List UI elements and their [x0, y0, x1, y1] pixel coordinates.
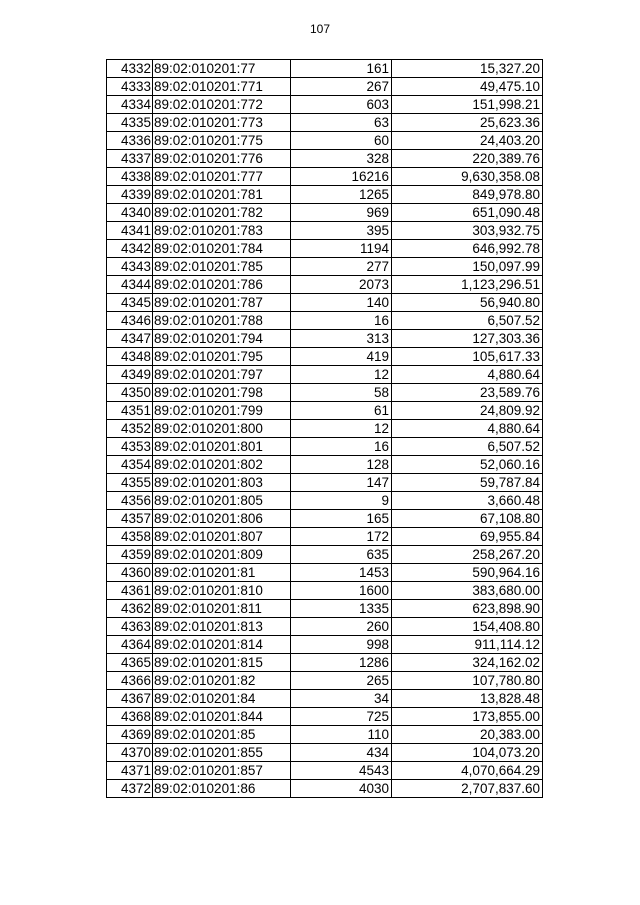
area-cell: 165 — [291, 510, 392, 528]
table-row — [107, 294, 543, 312]
table-row — [107, 366, 543, 384]
value-cell: 220,389.76 — [392, 150, 543, 168]
row-number-cell: 4366 — [107, 672, 153, 690]
area-cell: 12 — [291, 366, 392, 384]
row-number-cell: 4354 — [107, 456, 153, 474]
row-number-cell: 4339 — [107, 186, 153, 204]
table-row — [107, 438, 543, 456]
value-cell: 13,828.48 — [392, 690, 543, 708]
table-row — [107, 456, 543, 474]
row-number-cell: 4359 — [107, 546, 153, 564]
value-cell: 154,408.80 — [392, 618, 543, 636]
row-number-cell: 4353 — [107, 438, 153, 456]
row-number-cell: 4337 — [107, 150, 153, 168]
row-number-cell: 4335 — [107, 114, 153, 132]
row-number-cell: 4360 — [107, 564, 153, 582]
area-cell: 998 — [291, 636, 392, 654]
area-cell: 603 — [291, 96, 392, 114]
value-cell: 383,680.00 — [392, 582, 543, 600]
row-number-cell: 4352 — [107, 420, 153, 438]
value-cell: 4,070,664.29 — [392, 762, 543, 780]
table-row — [107, 528, 543, 546]
value-cell: 173,855.00 — [392, 708, 543, 726]
cadastral-number-cell: 89:02:010201:813 — [153, 618, 291, 636]
value-cell: 24,403.20 — [392, 132, 543, 150]
page-number: 107 — [309, 22, 331, 36]
area-cell: 969 — [291, 204, 392, 222]
row-number-cell: 4338 — [107, 168, 153, 186]
row-number-cell: 4336 — [107, 132, 153, 150]
cadastral-number-cell: 89:02:010201:776 — [153, 150, 291, 168]
area-cell: 434 — [291, 744, 392, 762]
table-row — [107, 240, 543, 258]
cadastral-number-cell: 89:02:010201:772 — [153, 96, 291, 114]
value-cell: 67,108.80 — [392, 510, 543, 528]
row-number-cell: 4357 — [107, 510, 153, 528]
table-row — [107, 204, 543, 222]
cadastral-number-cell: 89:02:010201:857 — [153, 762, 291, 780]
cadastral-number-cell: 89:02:010201:800 — [153, 420, 291, 438]
value-cell: 3,660.48 — [392, 492, 543, 510]
row-number-cell: 4333 — [107, 78, 153, 96]
row-number-cell: 4370 — [107, 744, 153, 762]
value-cell: 151,998.21 — [392, 96, 543, 114]
area-cell: 1600 — [291, 582, 392, 600]
area-cell: 34 — [291, 690, 392, 708]
row-number-cell: 4364 — [107, 636, 153, 654]
cadastral-number-cell: 89:02:010201:802 — [153, 456, 291, 474]
value-cell: 651,090.48 — [392, 204, 543, 222]
table-row — [107, 600, 543, 618]
value-cell: 56,940.80 — [392, 294, 543, 312]
row-number-cell: 4363 — [107, 618, 153, 636]
value-cell: 258,267.20 — [392, 546, 543, 564]
row-number-cell: 4332 — [107, 60, 153, 78]
value-cell: 25,623.36 — [392, 114, 543, 132]
cadastral-number-cell: 89:02:010201:814 — [153, 636, 291, 654]
cadastral-number-cell: 89:02:010201:773 — [153, 114, 291, 132]
table-row — [107, 492, 543, 510]
value-cell: 9,630,358.08 — [392, 168, 543, 186]
row-number-cell: 4342 — [107, 240, 153, 258]
area-cell: 63 — [291, 114, 392, 132]
row-number-cell: 4346 — [107, 312, 153, 330]
table-row — [107, 168, 543, 186]
table-row — [107, 150, 543, 168]
cadastral-number-cell: 89:02:010201:798 — [153, 384, 291, 402]
area-cell: 16216 — [291, 168, 392, 186]
area-cell: 267 — [291, 78, 392, 96]
cadastral-number-cell: 89:02:010201:781 — [153, 186, 291, 204]
area-cell: 172 — [291, 528, 392, 546]
cadastral-number-cell: 89:02:010201:801 — [153, 438, 291, 456]
value-cell: 104,073.20 — [392, 744, 543, 762]
table-row — [107, 726, 543, 744]
table-row — [107, 618, 543, 636]
table-row — [107, 636, 543, 654]
area-cell: 419 — [291, 348, 392, 366]
table-row — [107, 420, 543, 438]
cadastral-number-cell: 89:02:010201:775 — [153, 132, 291, 150]
row-number-cell: 4340 — [107, 204, 153, 222]
cadastral-number-cell: 89:02:010201:786 — [153, 276, 291, 294]
row-number-cell: 4356 — [107, 492, 153, 510]
cadastral-number-cell: 89:02:010201:805 — [153, 492, 291, 510]
row-number-cell: 4350 — [107, 384, 153, 402]
row-number-cell: 4344 — [107, 276, 153, 294]
area-cell: 1265 — [291, 186, 392, 204]
cadastral-number-cell: 89:02:010201:84 — [153, 690, 291, 708]
cadastral-number-cell: 89:02:010201:784 — [153, 240, 291, 258]
cadastral-number-cell: 89:02:010201:777 — [153, 168, 291, 186]
value-cell: 4,880.64 — [392, 366, 543, 384]
table-row — [107, 690, 543, 708]
value-cell: 623,898.90 — [392, 600, 543, 618]
cadastral-number-cell: 89:02:010201:809 — [153, 546, 291, 564]
value-cell: 6,507.52 — [392, 438, 543, 456]
cadastral-number-cell: 89:02:010201:806 — [153, 510, 291, 528]
table-row — [107, 510, 543, 528]
row-number-cell: 4365 — [107, 654, 153, 672]
value-cell: 150,097.99 — [392, 258, 543, 276]
area-cell: 725 — [291, 708, 392, 726]
value-cell: 324,162.02 — [392, 654, 543, 672]
area-cell: 12 — [291, 420, 392, 438]
cadastral-number-cell: 89:02:010201:82 — [153, 672, 291, 690]
table-row — [107, 330, 543, 348]
row-number-cell: 4368 — [107, 708, 153, 726]
table-row — [107, 762, 543, 780]
area-cell: 140 — [291, 294, 392, 312]
value-cell: 1,123,296.51 — [392, 276, 543, 294]
value-cell: 2,707,837.60 — [392, 780, 543, 798]
value-cell: 20,383.00 — [392, 726, 543, 744]
row-number-cell: 4345 — [107, 294, 153, 312]
row-number-cell: 4341 — [107, 222, 153, 240]
area-cell: 1194 — [291, 240, 392, 258]
row-number-cell: 4334 — [107, 96, 153, 114]
table-row — [107, 654, 543, 672]
cadastral-number-cell: 89:02:010201:783 — [153, 222, 291, 240]
area-cell: 2073 — [291, 276, 392, 294]
area-cell: 58 — [291, 384, 392, 402]
value-cell: 4,880.64 — [392, 420, 543, 438]
table-row — [107, 132, 543, 150]
area-cell: 265 — [291, 672, 392, 690]
cadastral-number-cell: 89:02:010201:844 — [153, 708, 291, 726]
cadastral-number-cell: 89:02:010201:810 — [153, 582, 291, 600]
area-cell: 395 — [291, 222, 392, 240]
area-cell: 110 — [291, 726, 392, 744]
row-number-cell: 4347 — [107, 330, 153, 348]
area-cell: 313 — [291, 330, 392, 348]
row-number-cell: 4371 — [107, 762, 153, 780]
value-cell: 23,589.76 — [392, 384, 543, 402]
table-row — [107, 564, 543, 582]
table-row — [107, 546, 543, 564]
cadastral-number-cell: 89:02:010201:815 — [153, 654, 291, 672]
row-number-cell: 4367 — [107, 690, 153, 708]
table-row — [107, 672, 543, 690]
value-cell: 105,617.33 — [392, 348, 543, 366]
value-cell: 52,060.16 — [392, 456, 543, 474]
cadastral-number-cell: 89:02:010201:782 — [153, 204, 291, 222]
value-cell: 590,964.16 — [392, 564, 543, 582]
table-row — [107, 312, 543, 330]
cadastral-number-cell: 89:02:010201:86 — [153, 780, 291, 798]
cadastral-number-cell: 89:02:010201:785 — [153, 258, 291, 276]
area-cell: 1453 — [291, 564, 392, 582]
area-cell: 635 — [291, 546, 392, 564]
cadastral-number-cell: 89:02:010201:771 — [153, 78, 291, 96]
row-number-cell: 4361 — [107, 582, 153, 600]
value-cell: 6,507.52 — [392, 312, 543, 330]
value-cell: 49,475.10 — [392, 78, 543, 96]
value-cell: 127,303.36 — [392, 330, 543, 348]
value-cell: 849,978.80 — [392, 186, 543, 204]
table-row — [107, 582, 543, 600]
area-cell: 4543 — [291, 762, 392, 780]
table-row — [107, 708, 543, 726]
cadastral-number-cell: 89:02:010201:799 — [153, 402, 291, 420]
cadastral-number-cell: 89:02:010201:81 — [153, 564, 291, 582]
row-number-cell: 4348 — [107, 348, 153, 366]
cadastral-number-cell: 89:02:010201:788 — [153, 312, 291, 330]
row-number-cell: 4349 — [107, 366, 153, 384]
area-cell: 260 — [291, 618, 392, 636]
table-row — [107, 114, 543, 132]
cadastral-number-cell: 89:02:010201:795 — [153, 348, 291, 366]
value-cell: 911,114.12 — [392, 636, 543, 654]
table-row — [107, 258, 543, 276]
value-cell: 24,809.92 — [392, 402, 543, 420]
value-cell: 69,955.84 — [392, 528, 543, 546]
value-cell: 59,787.84 — [392, 474, 543, 492]
cadastral-number-cell: 89:02:010201:807 — [153, 528, 291, 546]
area-cell: 328 — [291, 150, 392, 168]
cadastral-number-cell: 89:02:010201:794 — [153, 330, 291, 348]
table-row — [107, 186, 543, 204]
row-number-cell: 4351 — [107, 402, 153, 420]
table-row — [107, 402, 543, 420]
area-cell: 277 — [291, 258, 392, 276]
value-cell: 646,992.78 — [392, 240, 543, 258]
cadastral-number-cell: 89:02:010201:803 — [153, 474, 291, 492]
table-row — [107, 348, 543, 366]
area-cell: 4030 — [291, 780, 392, 798]
area-cell: 147 — [291, 474, 392, 492]
table-row — [107, 96, 543, 114]
area-cell: 9 — [291, 492, 392, 510]
value-cell: 107,780.80 — [392, 672, 543, 690]
area-cell: 1286 — [291, 654, 392, 672]
area-cell: 128 — [291, 456, 392, 474]
table-row — [107, 60, 543, 78]
row-number-cell: 4355 — [107, 474, 153, 492]
table-body — [107, 60, 543, 798]
area-cell: 16 — [291, 312, 392, 330]
row-number-cell: 4358 — [107, 528, 153, 546]
cadastral-number-cell: 89:02:010201:811 — [153, 600, 291, 618]
table-row — [107, 744, 543, 762]
table-row — [107, 276, 543, 294]
table-row — [107, 780, 543, 798]
area-cell: 60 — [291, 132, 392, 150]
value-cell: 15,327.20 — [392, 60, 543, 78]
row-number-cell: 4372 — [107, 780, 153, 798]
table-row — [107, 78, 543, 96]
cadastral-number-cell: 89:02:010201:77 — [153, 60, 291, 78]
row-number-cell: 4343 — [107, 258, 153, 276]
row-number-cell: 4369 — [107, 726, 153, 744]
cadastral-number-cell: 89:02:010201:85 — [153, 726, 291, 744]
row-number-cell: 4362 — [107, 600, 153, 618]
area-cell: 61 — [291, 402, 392, 420]
area-cell: 1335 — [291, 600, 392, 618]
area-cell: 16 — [291, 438, 392, 456]
cadastral-number-cell: 89:02:010201:787 — [153, 294, 291, 312]
table-row — [107, 384, 543, 402]
value-cell: 303,932.75 — [392, 222, 543, 240]
cadastral-number-cell: 89:02:010201:855 — [153, 744, 291, 762]
cadastral-table — [106, 59, 543, 798]
table-row — [107, 222, 543, 240]
table-row — [107, 474, 543, 492]
cadastral-number-cell: 89:02:010201:797 — [153, 366, 291, 384]
area-cell: 161 — [291, 60, 392, 78]
